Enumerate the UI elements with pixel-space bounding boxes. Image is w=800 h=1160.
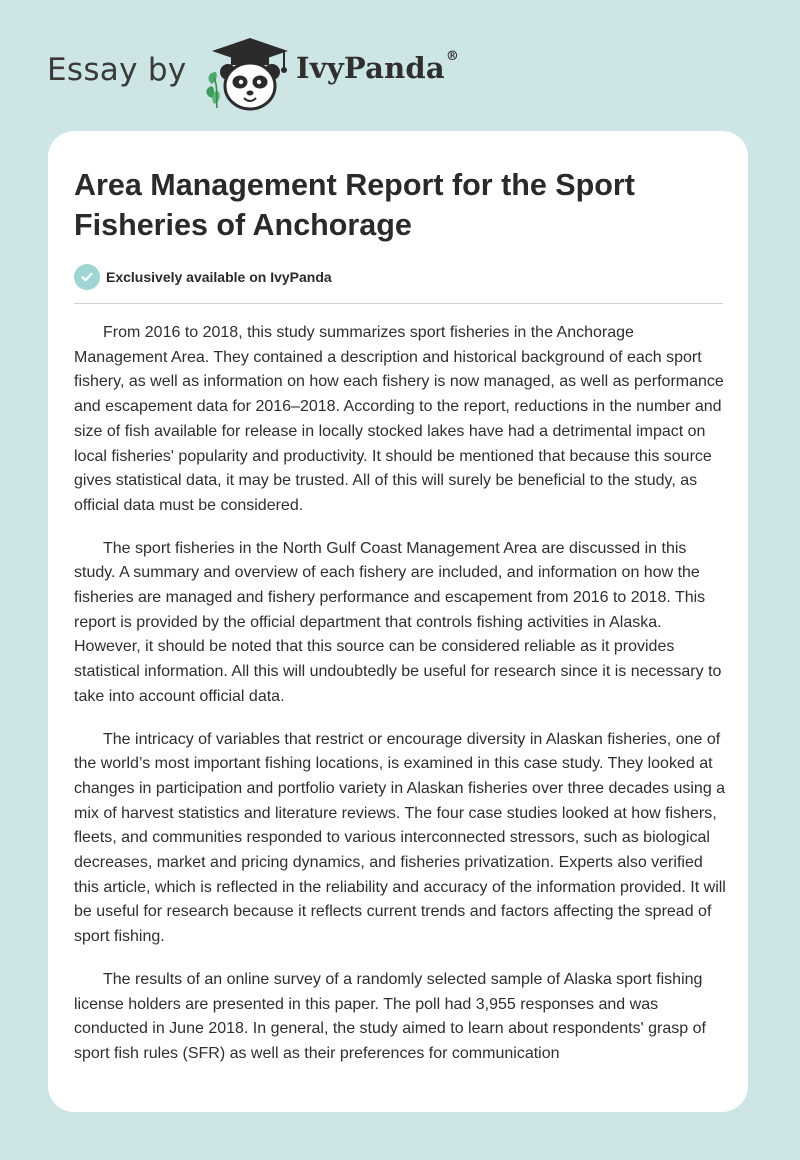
ivy-leaf-icon: [206, 72, 219, 108]
divider: [74, 303, 723, 304]
essay-by-label: Essay by: [47, 52, 187, 88]
registered-mark: ®: [445, 49, 460, 64]
check-icon: [74, 264, 100, 290]
badge-label: Exclusively available on IvyPanda: [106, 268, 332, 285]
paragraph: The sport fisheries in the North Gulf Coast Management Area are discussed in this study. A summary and overview of each fishery are included, and information on how the fisheries are managed and fishery performance and escapement from 2016 to 2018. This report is provided by the official department that controls fishing activities in Alaska. However, it should be noted that this source can be considered reliable as it provides statistical information. All this will undoubtedly be useful for research since it is necessary to take into account official data.: [74, 539, 722, 705]
paragraph: The results of an online survey of a randomly selected sample of Alaska sport fishing license holders are presented in this paper. The poll had 3,955 responses and was conducted in June 2018. In general, the study aimed to learn about respondents' grasp of sport fish rules (SFR) as well as their preferences for communication: [74, 970, 706, 1062]
brand-logo[interactable]: [296, 51, 459, 85]
site-header: [0, 0, 800, 125]
paragraph: From 2016 to 2018, this study summarizes sport fisheries in the Anchorage Management Area. They contained a description and historical background of each sport fishery, as well as information on how each fishery is now managed, as well as performance and escapement data for 2016–2018. According to the report, reductions in the number and size of fish available for release in locally stocked lakes have had a detrimental impact on local fisheries' popularity and productivity. It should be mentioned that because this source gives statistical data, it may be trusted. All of this will surely be beneficial to the study, as official data must be considered.: [74, 324, 724, 514]
paragraph: The intricacy of variables that restrict or encourage diversity in Alaskan fisheries, one of the world’s most important fishing locations, is examined in this case study. They looked at changes in participation and portfolio variety in Alaskan fisheries over three decades using a mix of harvest statistics and literature reviews. The four case studies looked at how fishers, fleets, and communities responded to various interconnected stressors, such as biological decreases, market and pricing dynamics, and fisheries privatization. Experts also verified this article, which is reflected in the reliability and accuracy of the information provided. It will be useful for research because it reflects current trends and factors affecting the spread of sport fishing.: [74, 730, 726, 946]
exclusive-badge: [74, 263, 332, 290]
panda-graduate-icon[interactable]: [200, 34, 292, 112]
essay-card: [48, 131, 748, 1112]
essay-body: [74, 321, 726, 1085]
brand-name: IvyPanda: [296, 51, 445, 85]
page-title: Area Management Report for the Sport Fisheries of Anchorage: [74, 168, 635, 242]
